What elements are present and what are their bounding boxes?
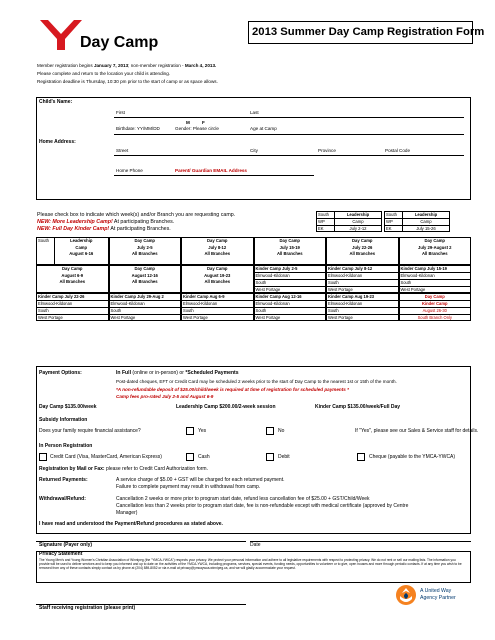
child-name-label: Child's Name: (39, 99, 73, 105)
payment-line-4: Camp fees pro-rated July 2-5 and August 6-9 (116, 394, 214, 399)
week-option-line: July 22-26 (352, 244, 373, 250)
date-line[interactable] (250, 541, 471, 542)
payment-line-3: *A non-refundable deposit of $25.00/child/week is required at time of registration for scheduled payments * (116, 387, 349, 392)
date-label: Date (250, 542, 261, 548)
week-option-line: West Portage (255, 287, 281, 292)
email-field[interactable]: Parent/ Guardian EMAIL Address (175, 168, 247, 173)
city-field[interactable]: City (250, 148, 258, 153)
week-option-line: August 6-9 (61, 272, 84, 278)
home-address-label: Home Address: (39, 139, 76, 145)
week-option-line: Elmwood-Kildonan (38, 301, 73, 306)
week-option-line: Day Camp (424, 294, 445, 299)
week-option-line: Kinder Camp Aug 19-23 (328, 294, 375, 299)
week-option-branch: South (38, 238, 49, 243)
returned-payments-label: Returned Payments: (39, 477, 88, 483)
week-option-line: Elmwood-Kildonan (328, 273, 363, 278)
week-option-line: Elmwood-Kildonan (328, 301, 363, 306)
in-full-rest: (online or in-person) or (131, 370, 186, 376)
debit-label: Debit (278, 454, 290, 460)
province-field[interactable]: Province (318, 148, 336, 153)
week-option-line: August 12-16 (131, 272, 158, 278)
subsidy-yes-label: Yes (198, 428, 207, 434)
week-option-line: All Branches (204, 251, 231, 256)
age-field[interactable]: Age at Camp (250, 126, 277, 131)
scheduled-label: *Scheduled Payments (185, 370, 239, 376)
cash-label: Cash (198, 454, 210, 460)
leadership-box-key: WP (318, 219, 325, 224)
weeks-instruction: Please check box to indicate which week(s) and/or Branch you are requesting camp. (37, 212, 236, 218)
week-option-line: August 6-16 (69, 251, 94, 256)
week-option-line: All Branches (276, 251, 303, 256)
week-option-line: Camp (75, 244, 88, 250)
withdrawal-line-3: Manager) (116, 510, 138, 516)
leadership-box-key: South (318, 212, 329, 217)
intro-prefix: Member registration begins (37, 63, 94, 68)
united-way-text-1: A United Way (420, 588, 452, 594)
member-date: January 7, 2013 (93, 63, 129, 68)
week-option-line: South (328, 308, 339, 313)
week-option-line: Kinder Camp (422, 301, 448, 306)
week-option-line: July 8-12 (208, 244, 227, 250)
payment-line-2: Post-dated cheques, EFT or Credit Card may be scheduled 2 weeks prior to the start of Day Camp to the nearest 1st or 15th of the month. (116, 379, 397, 384)
week-option-line: Elmwood-Kildonan (255, 273, 290, 278)
leadership-box-key: EK (386, 226, 392, 231)
week-option-line: All Branches (349, 251, 376, 256)
leadership-box-value: July 15-26 (416, 226, 436, 231)
week-option-line: South (400, 280, 412, 285)
week-option-line: West Portage (328, 315, 353, 320)
ymca-logo (40, 20, 82, 50)
intro-mid: ; non-member registration - (128, 63, 185, 68)
week-option-line: West Portage (110, 315, 136, 320)
credit-card-label: Credit Card (Visa, MasterCard, American Express) (50, 454, 162, 460)
new-leadership-rest: At participating Branches. (112, 219, 175, 225)
new-leadership-label: NEW: More Leadership Camp! (37, 219, 113, 225)
week-option-line: West Portage (400, 287, 426, 292)
week-option-line: South (255, 280, 267, 285)
subsidy-label: Subsidy Information (39, 417, 88, 423)
mail-fax-label: Registration by Mail or Fax: (39, 466, 105, 472)
week-option-line: South (110, 308, 122, 313)
non-member-date: March 4, 2013. (184, 63, 217, 68)
intro-line-1 (37, 63, 216, 68)
privacy-label: Privacy Statement (39, 551, 83, 557)
withdrawal-line-1: Cancellation 2 weeks or more prior to program start date, refund less cancellation fee of $25.00 + GST/Child/Week (116, 496, 370, 502)
agreement-text: I have read and understood the Payment/Refund procedures as stated above. (39, 521, 223, 527)
leadership-box-key: EK (318, 226, 324, 231)
week-option-line: West Portage (38, 315, 63, 320)
returned-line-1: A service charge of $5.00 + GST will be charged for each returned payment. (116, 477, 285, 483)
gender-m[interactable]: M (186, 120, 190, 125)
birthdate-field[interactable]: Birthdate: YY/MM/DD (116, 126, 160, 131)
week-option-line: South (38, 308, 49, 313)
week-option-line: Kinder Camp July 22-26 (38, 294, 85, 299)
gender-field[interactable]: Gender: Please circle (175, 126, 219, 131)
new-leadership-note (37, 220, 174, 225)
leadership-box-value: Camp (420, 219, 432, 224)
new-kinder-label: NEW: Full Day Kinder Camp! (37, 226, 110, 232)
payment-options-label: Payment Options: (39, 370, 82, 376)
gender-f[interactable]: F (202, 120, 205, 125)
leadership-box-value: Leadership (414, 212, 438, 217)
returned-line-2: Failure to complete payment may result in withdrawal from camp. (116, 484, 261, 490)
home-phone-field[interactable]: Home Phone (116, 168, 143, 173)
week-option-line: All Branches (204, 279, 231, 284)
last-name-field[interactable]: Last (250, 110, 259, 115)
subsidy-note: If "Yes", please see our Sales & Service staff for details. (355, 428, 479, 434)
week-option-line: August 26-30 (422, 308, 447, 313)
mail-fax-rest: please refer to Credit Card Authorization form. (104, 466, 208, 472)
week-option-line: Kinder Camp July 15-19 (400, 266, 447, 271)
new-kinder-note (37, 227, 171, 232)
mail-fax-line (39, 467, 208, 472)
form-title: 2013 Summer Day Camp Registration Form (252, 26, 485, 38)
week-option-line: Day Camp (279, 238, 300, 243)
united-way-logo (395, 584, 417, 608)
leadership-box-value: July 2-12 (349, 226, 367, 231)
week-option-line: Kinder Camp July 8-12 (328, 266, 373, 271)
leadership-box-value: Camp (352, 219, 364, 224)
week-option-line: South (183, 308, 194, 313)
subsidy-no-label: No (278, 428, 285, 434)
week-option-line: July 15-19 (279, 244, 300, 250)
week-option-line: West Portage (255, 315, 281, 320)
in-full-label: In Full (116, 370, 131, 376)
week-option-line: Day Camp (207, 266, 228, 271)
withdrawal-label: Withdrawal/Refund: (39, 496, 86, 502)
cheque-checkbox[interactable] (357, 453, 365, 461)
week-option-line: Elmwood-Kildonan (110, 301, 145, 306)
united-way-text-2: Agency Partner (420, 595, 456, 601)
cheque-label: Cheque (payable to the YMCA-YWCA) (369, 454, 456, 460)
new-kinder-rest: At participating Branches. (109, 226, 171, 232)
street-field[interactable]: Street (116, 148, 129, 153)
week-option-line: Kinder Camp July 29-Aug 2 (110, 294, 164, 299)
week-option-line: South (255, 308, 267, 313)
privacy-text: The Young Men's and Young Women's Christian Association of Winnipeg (the "YMCA-YWCA") respects your privacy. We protect your personal information and adhere to all legislative requirements with respect to protecting privacy. We do not rent or sell our mailing lists. The information you provide will be used to deliver services and to keep you informed and up to date on the activities of the YMCA-YWCA, including programs, services, special events, funding needs, opportunities to volunteer or to give, open houses and more through periodic contacts. If at any time you wish to be removed from any of these contacts simply contact us by phone at (204) 889-8052 or via e-mail at privacy@ymcaywca.winnipeg.ca, and we will gladly accommodate your request. (39, 558, 462, 570)
week-option-line: Day Camp (134, 266, 155, 271)
week-option-line: All Branches (59, 279, 86, 284)
fee-leadership: Leadership Camp $200.00/2-week session (176, 404, 276, 410)
brand-title: Day Camp (80, 34, 159, 51)
week-option-line: August 19-23 (204, 272, 231, 278)
week-option-line: South Branch Only (417, 315, 452, 320)
week-option-line: West Portage (328, 287, 353, 292)
subsidy-no-checkbox[interactable] (266, 427, 274, 435)
postal-code-field[interactable]: Postal Code (385, 148, 411, 153)
first-name-field[interactable]: First (116, 110, 125, 115)
week-option-line: Elmwood-Kildonan (255, 301, 290, 306)
fee-day-camp: Day Camp $135.00/week (39, 404, 97, 410)
fee-kinder: Kinder Camp $135.00/week/Full Day (315, 404, 401, 410)
week-option-line: Kinder Camp July 2-5 (255, 266, 298, 271)
leadership-box-key: WP (386, 219, 393, 224)
debit-checkbox[interactable] (266, 453, 274, 461)
week-option-line: Leadership (70, 238, 93, 243)
week-option-line: South (328, 280, 339, 285)
signature-label: Signature (Payer only) (39, 542, 93, 548)
week-option-line: Elmwood-Kildonan (400, 273, 435, 278)
week-option-line: Day Camp (134, 238, 155, 243)
week-option-line: Day Camp (207, 238, 228, 243)
staff-label: Staff receiving registration (please print) (39, 605, 136, 611)
credit-card-checkbox[interactable] (39, 453, 47, 461)
intro-line-2: Please complete and return to the location your child is attending. (37, 71, 171, 76)
cash-checkbox[interactable] (186, 453, 194, 461)
subsidy-question: Does your family require financial assistance? (39, 428, 141, 434)
in-person-label: In Person Registration (39, 443, 93, 449)
week-option-line: All Branches (131, 251, 158, 256)
week-option-line: Elmwood-Kildonan (183, 301, 218, 306)
leadership-box-value: Leadership (346, 212, 370, 217)
week-option-line: Kinder Camp Aug 12-16 (255, 294, 302, 299)
week-option-line: Day Camp (62, 266, 83, 271)
leadership-box-key: South (386, 212, 397, 217)
week-option-line: All Branches (421, 251, 448, 256)
payment-line-1 (116, 371, 239, 376)
week-option-line: Day Camp (424, 238, 445, 243)
week-option-line: Day Camp (352, 238, 373, 243)
week-option-line: July 29-August 2 (417, 244, 452, 250)
week-option-line: West Portage (183, 315, 208, 320)
week-option-line: Kinder Camp Aug 6-9 (183, 294, 225, 299)
withdrawal-line-2: Cancellation less than 2 weeks prior to program start date, fee is non-refundable except with medical certificate (approved by Centre (116, 503, 409, 509)
week-option-line: July 2-5 (136, 244, 153, 250)
subsidy-yes-checkbox[interactable] (186, 427, 194, 435)
intro-line-3: Registration deadline is Thursday, 10:30 pm prior to the start of camp or as space allows. (37, 79, 218, 84)
week-option-line: All Branches (131, 279, 158, 284)
